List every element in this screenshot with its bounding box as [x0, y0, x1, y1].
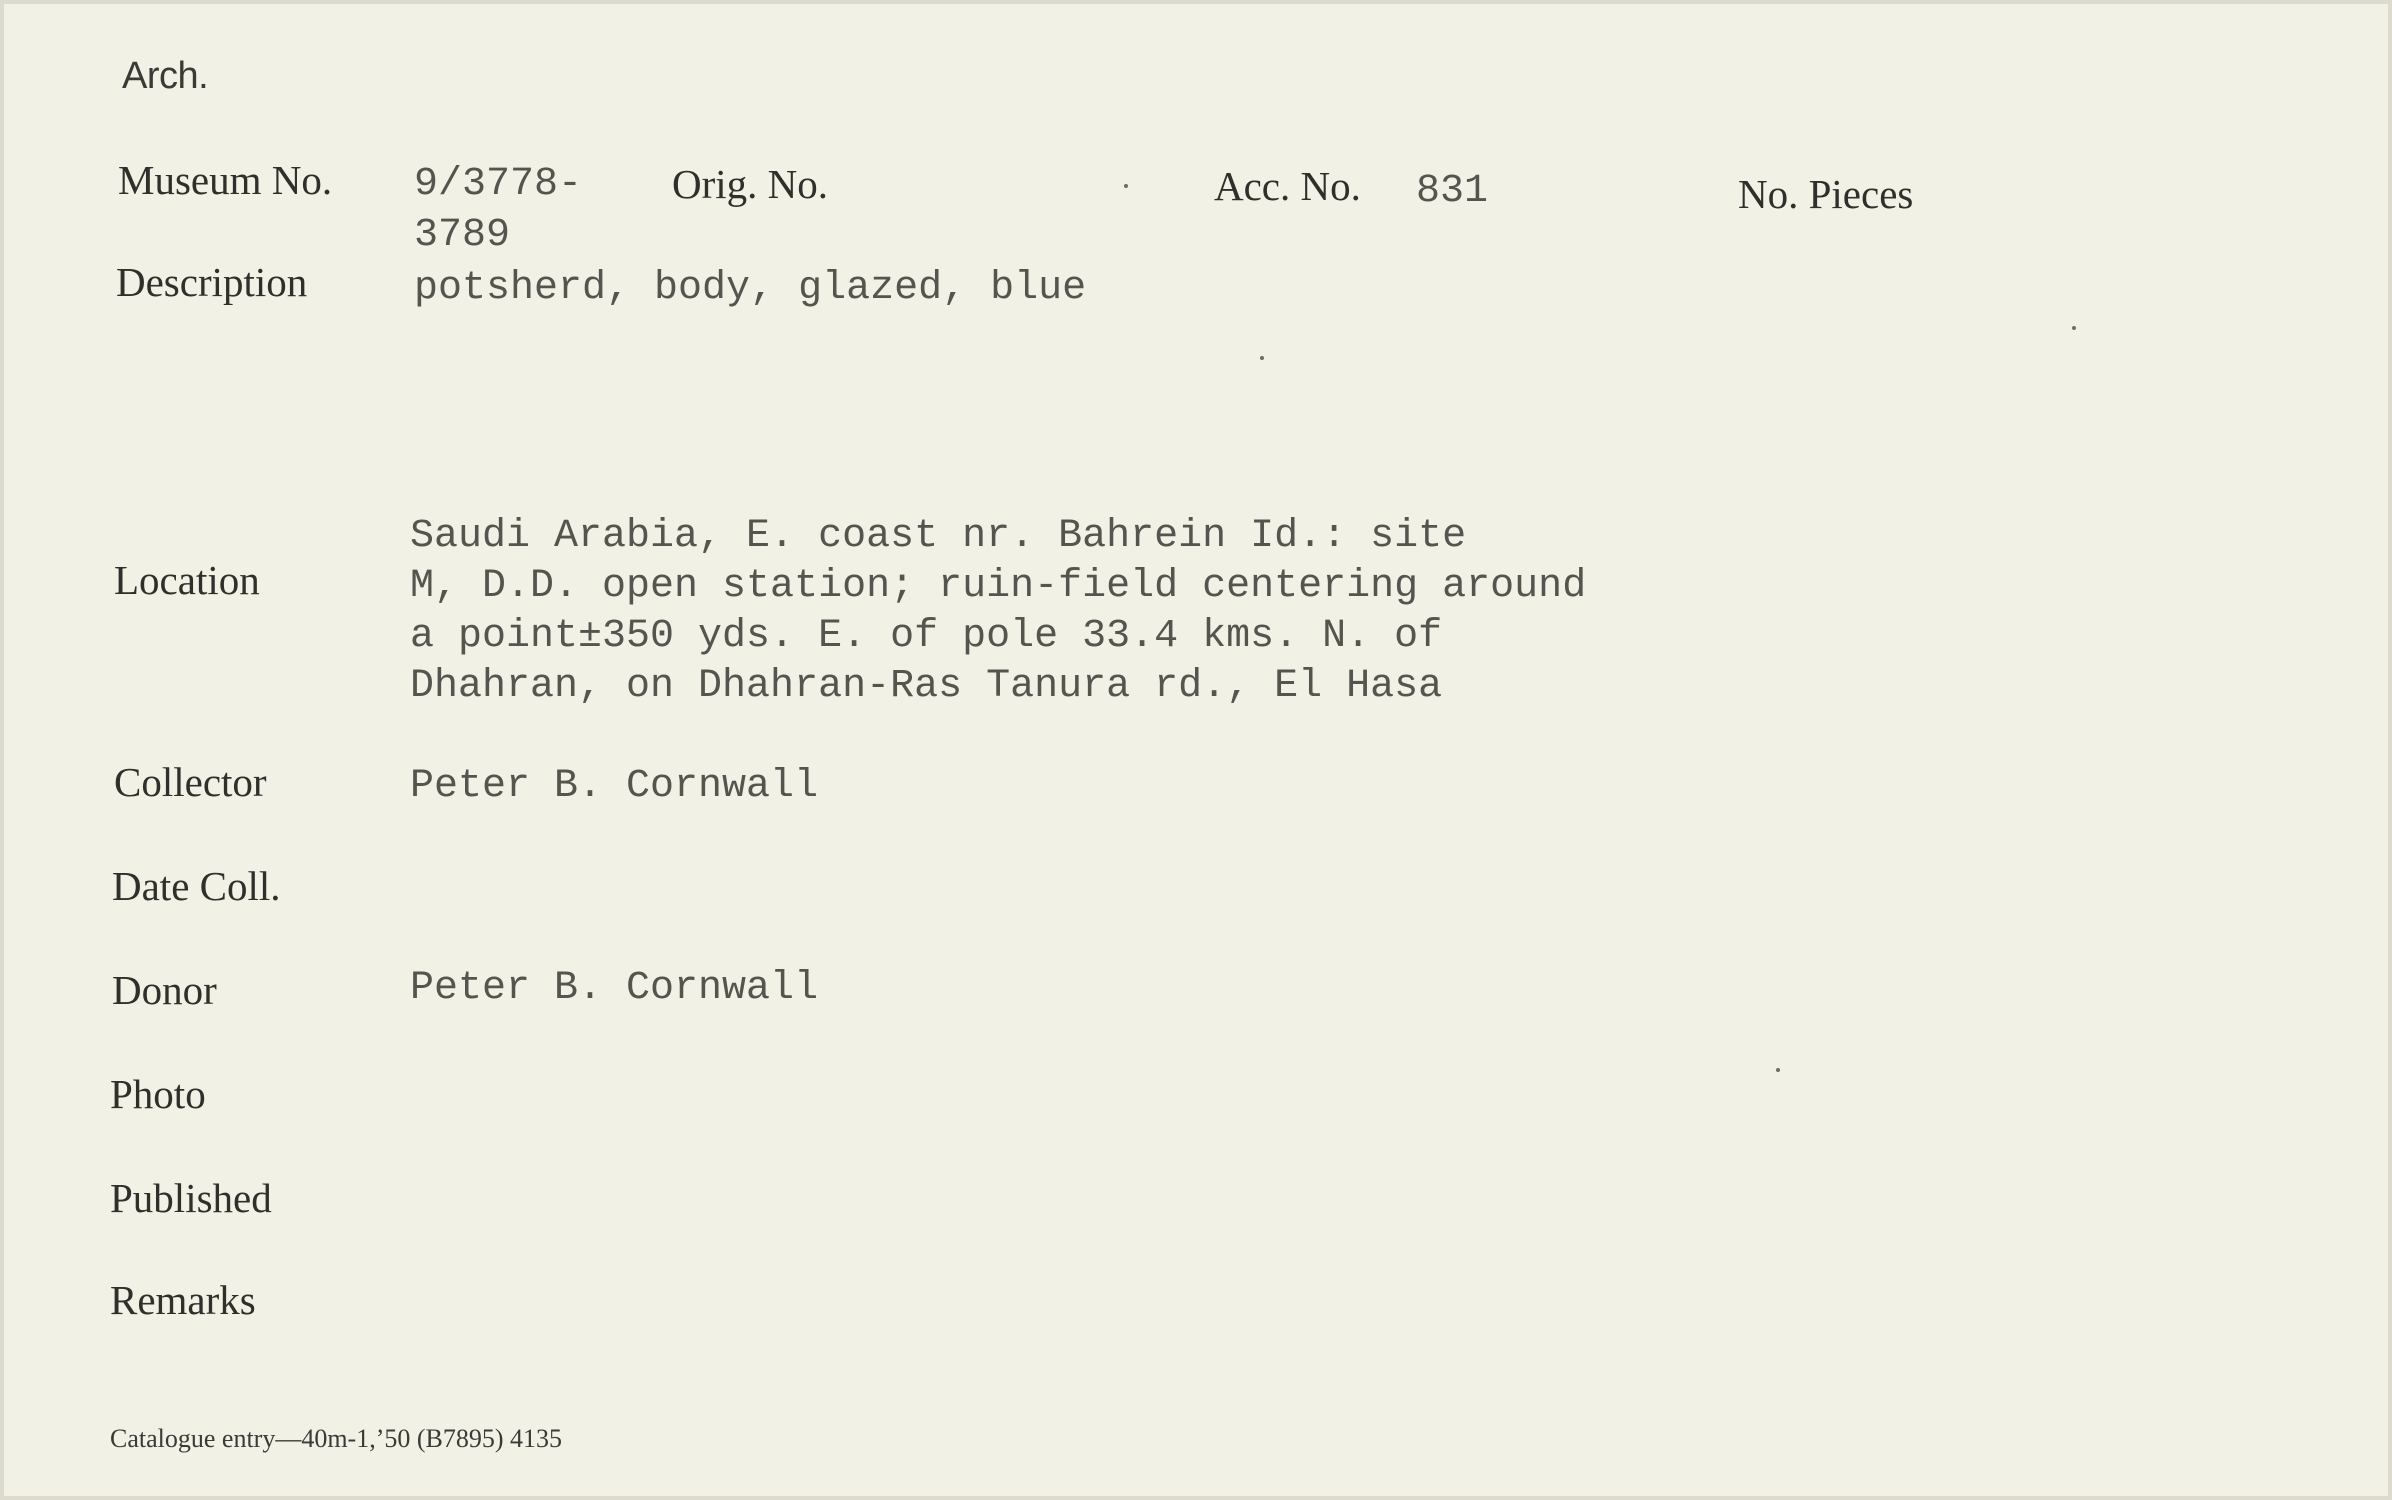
catalogue-footer: Catalogue entry—40m-1,’50 (B7895) 4135 [110, 1424, 563, 1453]
collector-label: Collector [114, 759, 267, 805]
date-coll-label: Date Coll. [112, 863, 281, 909]
photo-label: Photo [110, 1071, 206, 1117]
donor-value: Peter B. Cornwall [410, 966, 819, 1011]
paper-speck [1776, 1068, 1780, 1072]
location-line-3: a point±350 yds. E. of pole 33.4 kms. N. of [410, 614, 1443, 659]
location-line-2: M, D.D. open station; ruin-field centering around [410, 564, 1587, 609]
orig-no-label: Orig. No. [672, 161, 829, 207]
location-line-4: Dhahran, on Dhahran-Ras Tanura rd., El Hasa [410, 664, 1443, 709]
museum-no-value-line2: 3789 [414, 213, 511, 258]
department-stamp: Arch. [122, 55, 209, 97]
remarks-label: Remarks [110, 1277, 256, 1323]
paper-speck [1260, 356, 1264, 360]
collector-value: Peter B. Cornwall [410, 764, 819, 809]
acc-no-label: Acc. No. [1214, 163, 1361, 209]
museum-no-label: Museum No. [118, 157, 333, 203]
paper-speck [2072, 326, 2076, 330]
location-label: Location [114, 557, 260, 603]
published-label: Published [110, 1175, 272, 1221]
description-value: potsherd, body, glazed, blue [414, 266, 1087, 311]
description-label: Description [116, 259, 308, 305]
acc-no-value: 831 [1416, 169, 1489, 214]
location-line-1: Saudi Arabia, E. coast nr. Bahrein Id.: site [410, 514, 1467, 559]
donor-label: Donor [112, 967, 217, 1013]
paper-speck [1124, 184, 1128, 188]
no-pieces-label: No. Pieces [1738, 171, 1914, 217]
museum-no-value-line1: 9/3778- [414, 162, 583, 207]
